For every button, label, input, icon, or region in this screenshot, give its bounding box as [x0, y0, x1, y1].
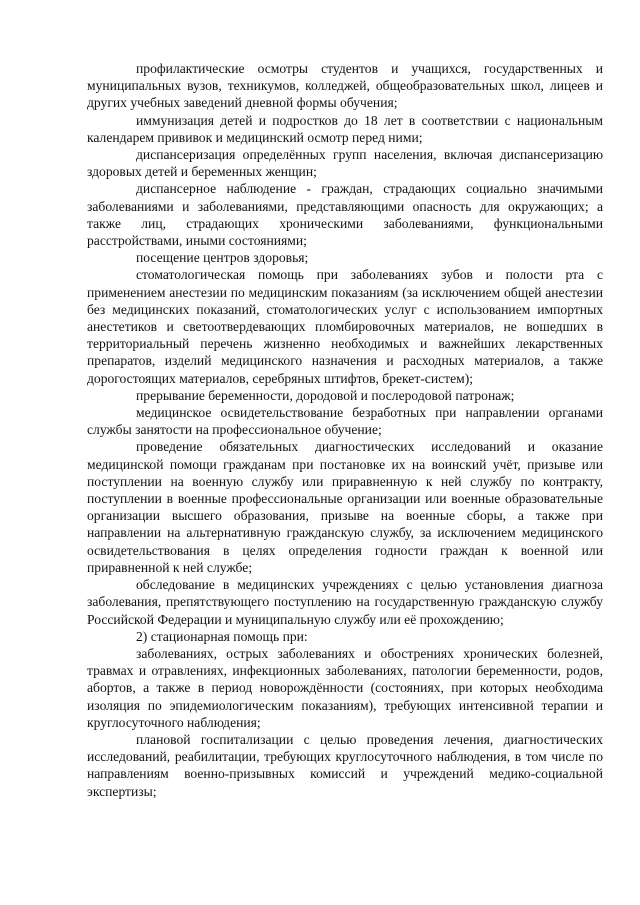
paragraph-unemployed-exam: медицинское освидетельствование безработных при направлении органами службы занятости на профессиональное обучение; — [87, 405, 603, 438]
paragraph-dental-care: стоматологическая помощь при заболеваниях зубов и полости рта с применением анестезии по медицинским показаниям (за исключением общей анестезии без медицинских показаний, стоматологических услуг с использованием импортных анестетиков и светоотвердевающих пломбировочных материалов, не вошедших в территориальный перечень жизненно необходимых и важнейших лекарственных препаратов, изделий медицинского назначения и расходных материалов, а также дорогостоящих материалов, серебряных штифтов, брекет-систем); — [87, 267, 603, 386]
document-page — [87, 60, 603, 800]
paragraph-preventive-exams: профилактические осмотры студентов и учащихся, государственных и муниципальных вузов, техникумов, колледжей, общеобразовательных школ, лицеев и других учебных заведений дневной формы обучения; — [87, 61, 603, 111]
paragraph-health-centers: посещение центров здоровья; — [136, 250, 309, 266]
paragraph-military-exams: проведение обязательных диагностических исследований и оказание медицинской помощи гражданам при постановке их на воинский учёт, призыве или поступлении на военную службу или приравненную к ней службу по контракту, поступлении в военные профессиональные организации или военные образовательные организации высшего образования, призыве на военные сборы, а также при направлении на альтернативную гражданскую службу, за исключением медицинского освидетельствования в целях определения годности граждан к военной или приравненной к ней службе; — [87, 439, 603, 575]
paragraph-planned-hospitalization: плановой госпитализации с целью проведения лечения, диагностических исследований, реабилитации, требующих круглосуточного наблюдения, в том числе по направлениям военно-призывных комиссий и учреждений медико-социальной экспертизы; — [87, 731, 603, 799]
paragraph-civil-service-exam: обследование в медицинских учреждениях с целью установления диагноза заболевания, препятствующего поступлению на государственную гражданскую службу Российской Федерации и муниципальную службу или её прохождению; — [87, 577, 603, 627]
paragraph-immunization: иммунизация детей и подростков до 18 лет в соответствии с национальным календарем прививок и медицинский осмотр перед ними; — [87, 112, 603, 145]
paragraph-pregnancy: прерывание беременности, дородовой и послеродовой патронаж; — [136, 387, 515, 403]
section-heading-inpatient-care: 2) стационарная помощь при: — [136, 628, 308, 644]
paragraph-dispensarization: диспансеризация определённых групп населения, включая диспансеризацию здоровых детей и беременных женщин; — [87, 147, 603, 180]
paragraph-dispensary-observation: диспансерное наблюдение - граждан, страдающих социально значимыми заболеваниями и заболеваниями, представляющими опасность для окружающих; а также лиц, страдающих хроническими заболеваниями, функциональными расстройствами, иными состояниями; — [87, 181, 603, 249]
paragraph-inpatient-diseases: заболеваниях, острых заболеваниях и обострениях хронических болезней, травмах и отравлениях, инфекционных заболеваниях, патологии беременности, родов, абортов, а также в период новорождённости (состояниях, при которых необходима изоляция по эпидемиологическим показаниям), требующих интенсивной терапии и круглосуточного наблюдения; — [87, 645, 603, 730]
